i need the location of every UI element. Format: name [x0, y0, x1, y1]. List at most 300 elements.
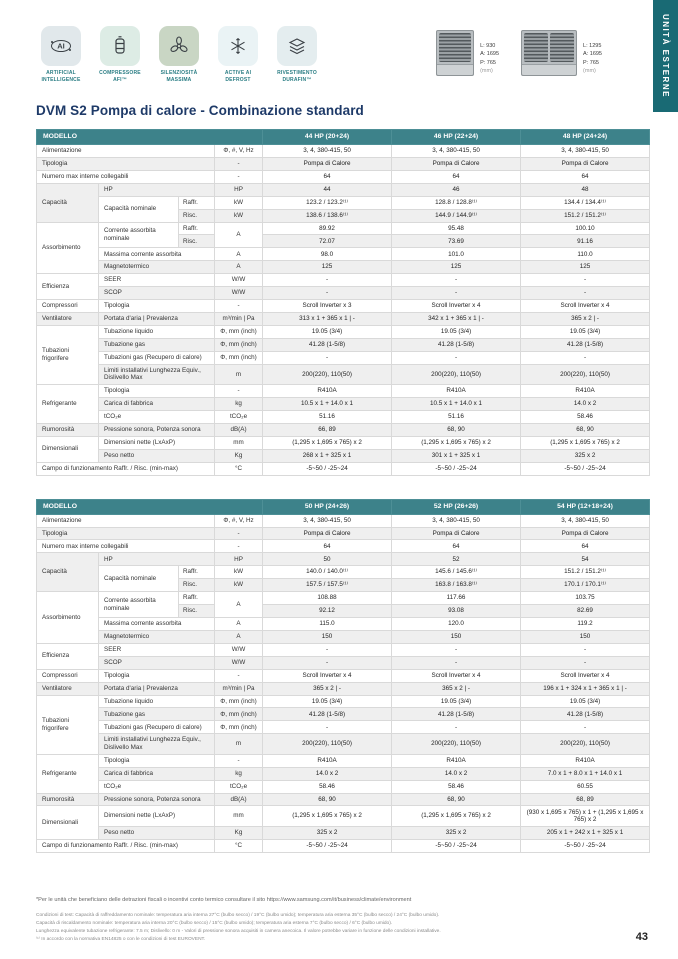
table-cell: kg: [215, 767, 263, 780]
table-cell: Tipologia: [99, 669, 215, 682]
table-cell: Dimensionali: [37, 436, 99, 462]
table-cell: Φ, mm (inch): [215, 721, 263, 734]
table-cell: m³/min | Pa: [215, 312, 263, 325]
table-cell: Raffr.: [179, 566, 215, 579]
table-cell: Numero max interne collegabili: [37, 540, 215, 553]
page-title: DVM S2 Pompa di calore - Combinazione standard: [36, 103, 364, 118]
table-row: [37, 300, 650, 313]
table-cell: dB(A): [215, 793, 263, 806]
table-cell: kW: [215, 196, 263, 209]
table-cell: Campo di funzionamento Raffr. / Risc. (min-max): [37, 462, 215, 475]
side-tab-unita-esterne: [653, 0, 678, 112]
table-cell: Risc.: [179, 235, 215, 248]
table-cell: -: [392, 643, 521, 656]
table-header-cell: 52 HP (26+26): [392, 499, 521, 514]
table-row: [37, 721, 650, 734]
table-row: [37, 196, 650, 209]
table-cell: 205 x 1 + 242 x 1 + 325 x 1: [521, 826, 650, 839]
unit-dimensions: [583, 42, 602, 76]
table-row: [37, 553, 650, 566]
table-cell: Pompa di Calore: [263, 527, 392, 540]
spec-table-standard-2: [36, 499, 650, 853]
table-cell: 14.0 x 2: [263, 767, 392, 780]
table-cell: 51.16: [263, 410, 392, 423]
table-cell: 68, 90: [263, 793, 392, 806]
table-cell: Tubazione liquido: [99, 325, 215, 338]
table-row: [37, 826, 650, 839]
table-row: [37, 806, 650, 826]
table-row: [37, 540, 650, 553]
table-cell: 3, 4, 380-415, 50: [263, 145, 392, 158]
table-header-cell: 46 HP (22+24): [392, 130, 521, 145]
table-cell: 100.10: [521, 222, 650, 235]
table-cell: 68, 90: [392, 423, 521, 436]
table-cell: 91.16: [521, 235, 650, 248]
table-cell: 73.69: [392, 235, 521, 248]
table-cell: 44: [263, 183, 392, 196]
table-cell: HP: [215, 553, 263, 566]
table-cell: 125: [521, 261, 650, 274]
outdoor-unit-image: [521, 30, 577, 76]
table-cell: Limiti installativi Lunghezza Equiv., Dislivello Max: [99, 734, 215, 754]
dim-p: P: 765: [583, 59, 599, 66]
table-row: [37, 157, 650, 170]
table-cell: 313 x 1 + 365 x 1 | -: [263, 312, 392, 325]
table-cell: 46: [392, 183, 521, 196]
table-header-cell: 44 HP (20+24): [263, 130, 392, 145]
table-cell: 41.28 (1-5/8): [263, 338, 392, 351]
footnote-line: Capacità di riscaldamento nominale: temperatura aria interna 20°C (bulbo secco) / 15°C (bulbo umido); temperatura aria esterna 7°C (bulbo secco) / 6°C (bulbo umido).: [36, 920, 393, 926]
table-cell: 19.05 (3/4): [392, 695, 521, 708]
table-cell: 200(220), 110(50): [263, 734, 392, 754]
table-cell: 19.05 (3/4): [263, 325, 392, 338]
table-cell: Peso netto: [99, 449, 215, 462]
table-cell: 108.88: [263, 592, 392, 605]
table-cell: W/W: [215, 643, 263, 656]
page-number: 43: [635, 931, 648, 943]
table-cell: Scroll Inverter x 4: [521, 300, 650, 313]
table-cell: Tubazioni gas (Recupero di calore): [99, 351, 215, 364]
dim-l: L: 1295: [583, 42, 602, 49]
table-cell: A: [215, 630, 263, 643]
table-cell: Φ, mm (inch): [215, 338, 263, 351]
table-cell: Φ, mm (inch): [215, 325, 263, 338]
table-row: [37, 682, 650, 695]
table-cell: 268 x 1 + 325 x 1: [263, 449, 392, 462]
unit-grille: [550, 33, 574, 62]
feature-label: SILENZIOSITÀ MASSIMA: [160, 70, 198, 83]
table-cell: Φ, mm (inch): [215, 695, 263, 708]
table-cell: 98.0: [263, 248, 392, 261]
table-row: [37, 145, 650, 158]
table-cell: 134.4 / 134.4⁽¹⁾: [521, 196, 650, 209]
table-cell: 64: [392, 170, 521, 183]
table-cell: Tipologia: [37, 527, 215, 540]
table-cell: 151.2 / 151.2⁽¹⁾: [521, 566, 650, 579]
table-cell: 325 x 2: [263, 826, 392, 839]
table-cell: -: [263, 274, 392, 287]
table-cell: Portata d'aria | Prevalenza: [99, 682, 215, 695]
table-cell: 54: [521, 553, 650, 566]
feature-active-ai-defrost: [213, 26, 263, 83]
table-cell: A: [215, 248, 263, 261]
table-cell: 19.05 (3/4): [392, 325, 521, 338]
table-cell: tCO₂e: [215, 780, 263, 793]
table-cell: 14.0 x 2: [521, 398, 650, 411]
table-cell: 68, 90: [392, 793, 521, 806]
table-cell: -: [392, 656, 521, 669]
table-row: [37, 338, 650, 351]
side-tab-label: UNITÀ ESTERNE: [661, 14, 670, 98]
table-cell: Tipologia: [99, 300, 215, 313]
table-cell: 64: [392, 540, 521, 553]
table-cell: Tipologia: [37, 157, 215, 170]
table-cell: Scroll Inverter x 4: [392, 300, 521, 313]
table-row: [37, 656, 650, 669]
table-cell: 3, 4, 380-415, 50: [263, 514, 392, 527]
table-header-cell: MODELLO: [37, 499, 263, 514]
table-cell: -5~50 / -25~24: [392, 839, 521, 852]
table-cell: (930 x 1,695 x 765) x 1 + (1,295 x 1,695 x 765) x 2: [521, 806, 650, 826]
table-row: [37, 643, 650, 656]
table-row: [37, 754, 650, 767]
dim-unit: (mm): [583, 68, 596, 75]
table-cell: 58.46: [263, 780, 392, 793]
table-cell: 325 x 2: [392, 826, 521, 839]
table-cell: 120.0: [392, 617, 521, 630]
table-row: [37, 767, 650, 780]
table-row: [37, 130, 650, 145]
table-cell: -: [392, 287, 521, 300]
table-header-cell: 48 HP (24+24): [521, 130, 650, 145]
table-cell: Kg: [215, 449, 263, 462]
table-row: [37, 695, 650, 708]
unit-grille: [524, 33, 548, 62]
table-cell: Dimensioni nette (LxAxP): [99, 806, 215, 826]
table-cell: Tubazione gas: [99, 338, 215, 351]
table-cell: W/W: [215, 656, 263, 669]
spec-table-standard-1: [36, 129, 650, 476]
table-cell: Corrente assorbita nominale: [99, 222, 179, 248]
table-cell: 157.5 / 157.5⁽¹⁾: [263, 579, 392, 592]
compressor-icon: [100, 26, 140, 66]
feature-label: ACTIVE AI DEFROST: [224, 70, 252, 83]
table-cell: Capacità nominale: [99, 566, 179, 592]
table-cell: 3, 4, 380-415, 50: [392, 514, 521, 527]
table-cell: Raffr.: [179, 196, 215, 209]
table-cell: SEER: [99, 643, 215, 656]
table-cell: 64: [521, 170, 650, 183]
table-header-cell: 54 HP (12+18+24): [521, 499, 650, 514]
table-cell: m: [215, 364, 263, 384]
table-cell: -5~50 / -25~24: [263, 462, 392, 475]
table-cell: 117.66: [392, 592, 521, 605]
table-row: [37, 222, 650, 235]
table-cell: -5~50 / -25~24: [521, 839, 650, 852]
table-cell: -: [263, 656, 392, 669]
table-cell: Raffr.: [179, 592, 215, 605]
table-cell: Refrigerante: [37, 754, 99, 793]
fan-icon: [159, 26, 199, 66]
table-cell: Φ, mm (inch): [215, 708, 263, 721]
table-row: [37, 617, 650, 630]
table-cell: -5~50 / -25~24: [392, 462, 521, 475]
table-cell: 41.28 (1-5/8): [521, 708, 650, 721]
footnote-line: Lunghezza equivalente tubazione refrigerante: 7.5 m; Dislivello: 0 m - Valori di pressione sonora acquisiti in camera anecoica. Il valore potrebbe variare in funzione delle condizioni installative.: [36, 929, 441, 935]
table-cell: -: [521, 351, 650, 364]
table-cell: -: [215, 669, 263, 682]
footnote-line: Condizioni di test: Capacità di raffreddamento nominale: temperatura aria interna 27°C (bulbo secco) / 19°C (bulbo umido); temperatura aria esterna 35°C (bulbo secco) / 24°C (bulbo umido).: [36, 912, 440, 918]
table-cell: 150: [263, 630, 392, 643]
unit-base: [437, 64, 473, 75]
table-cell: 170.1 / 170.1⁽¹⁾: [521, 579, 650, 592]
dim-a: A: 1695: [583, 51, 602, 58]
table-row: [37, 499, 650, 514]
feature-label: COMPRESSORE AFI™: [99, 70, 141, 83]
unit-grille: [439, 33, 471, 62]
table-cell: Tipologia: [99, 385, 215, 398]
table-cell: kW: [215, 579, 263, 592]
table-cell: Risc.: [179, 579, 215, 592]
table-cell: Capacità: [37, 183, 99, 222]
table-row: [37, 630, 650, 643]
defrost-icon: [218, 26, 258, 66]
table-cell: Compressori: [37, 300, 99, 313]
unit-dimensions: [480, 42, 499, 76]
table-cell: 3, 4, 380-415, 50: [521, 145, 650, 158]
table-cell: 144.9 / 144.9⁽¹⁾: [392, 209, 521, 222]
table-cell: kW: [215, 566, 263, 579]
table-row: [37, 669, 650, 682]
table-cell: HP: [215, 183, 263, 196]
table-row: [37, 436, 650, 449]
table-cell: Portata d'aria | Prevalenza: [99, 312, 215, 325]
table-cell: 145.6 / 145.6⁽¹⁾: [392, 566, 521, 579]
table-cell: Tubazioni frigorifere: [37, 695, 99, 754]
table-cell: tCO₂e: [99, 410, 215, 423]
table-cell: 123.2 / 123.2⁽¹⁾: [263, 196, 392, 209]
table-cell: Efficienza: [37, 643, 99, 669]
table-row: [37, 364, 650, 384]
table-cell: Pompa di Calore: [392, 157, 521, 170]
table-row: [37, 385, 650, 398]
table-cell: 163.8 / 163.8⁽¹⁾: [392, 579, 521, 592]
table-cell: -: [215, 157, 263, 170]
table-cell: Pressione sonora, Potenza sonora: [99, 793, 215, 806]
table-cell: 125: [392, 261, 521, 274]
table-row: [37, 527, 650, 540]
table-cell: 150: [521, 630, 650, 643]
dim-unit: (mm): [480, 68, 493, 75]
table-cell: -: [215, 385, 263, 398]
table-cell: 7.0 x 1 + 8.0 x 1 + 14.0 x 1: [521, 767, 650, 780]
table-cell: -: [521, 287, 650, 300]
table-header-cell: 50 HP (24+26): [263, 499, 392, 514]
table-cell: Scroll Inverter x 4: [392, 669, 521, 682]
table-cell: Risc.: [179, 209, 215, 222]
table-cell: 68, 90: [521, 423, 650, 436]
dim-a: A: 1695: [480, 51, 500, 58]
outdoor-unit-image: [436, 30, 474, 76]
table-cell: Efficienza: [37, 274, 99, 300]
table-cell: 365 x 2 | -: [263, 682, 392, 695]
table-cell: 3, 4, 380-415, 50: [392, 145, 521, 158]
table-cell: 101.0: [392, 248, 521, 261]
table-cell: Dimensioni nette (LxAxP): [99, 436, 215, 449]
feature-label: RIVESTIMENTO DURAFIN™: [277, 70, 317, 83]
table-row: [37, 248, 650, 261]
table-cell: SEER: [99, 274, 215, 287]
table-cell: 140.0 / 140.0⁽¹⁾: [263, 566, 392, 579]
table-cell: Pompa di Calore: [521, 157, 650, 170]
table-cell: Tubazione liquido: [99, 695, 215, 708]
table-row: [37, 398, 650, 411]
table-cell: 64: [263, 170, 392, 183]
table-cell: SCOP: [99, 656, 215, 669]
table-cell: Ventilatore: [37, 312, 99, 325]
table-cell: -: [521, 721, 650, 734]
table-cell: Scroll Inverter x 3: [263, 300, 392, 313]
table-row: [37, 734, 650, 754]
table-cell: mm: [215, 806, 263, 826]
table-cell: Assorbimento: [37, 222, 99, 274]
table-cell: 72.07: [263, 235, 392, 248]
table-row: [37, 170, 650, 183]
table-cell: Tubazioni frigorifere: [37, 325, 99, 384]
table-cell: Pressione sonora, Potenza sonora: [99, 423, 215, 436]
table-cell: Scroll Inverter x 4: [263, 669, 392, 682]
unit-base: [522, 64, 576, 75]
table-row: [37, 312, 650, 325]
feature-silenziosita: [154, 26, 204, 83]
table-cell: 150: [392, 630, 521, 643]
table-cell: Alimentazione: [37, 514, 215, 527]
table-cell: R410A: [392, 754, 521, 767]
product-unit-930: [436, 30, 499, 76]
table-cell: A: [215, 261, 263, 274]
table-cell: -: [392, 274, 521, 287]
top-row: [36, 26, 648, 83]
table-cell: Limiti installativi Lunghezza Equiv., Dislivello Max: [99, 364, 215, 384]
table-cell: Kg: [215, 826, 263, 839]
table-cell: R410A: [521, 385, 650, 398]
table-cell: Magnetotermico: [99, 630, 215, 643]
table-cell: -: [215, 754, 263, 767]
table-cell: m³/min | Pa: [215, 682, 263, 695]
table-cell: dB(A): [215, 423, 263, 436]
table-cell: Massima corrente assorbita: [99, 248, 215, 261]
table-cell: m: [215, 734, 263, 754]
table-cell: (1,295 x 1,695 x 765) x 2: [263, 806, 392, 826]
table-cell: Rumorosità: [37, 793, 99, 806]
table-cell: HP: [99, 183, 215, 196]
table-cell: 125: [263, 261, 392, 274]
dim-p: P: 765: [480, 59, 496, 66]
table-header-cell: MODELLO: [37, 130, 263, 145]
table-cell: -: [263, 721, 392, 734]
feature-badges: [36, 26, 322, 83]
dim-l: L: 930: [480, 42, 496, 49]
table-cell: Pompa di Calore: [392, 527, 521, 540]
table-cell: R410A: [263, 385, 392, 398]
table-cell: 3, 4, 380-415, 50: [521, 514, 650, 527]
table-cell: Tubazioni gas (Recupero di calore): [99, 721, 215, 734]
table-cell: °C: [215, 839, 263, 852]
table-cell: Refrigerante: [37, 385, 99, 424]
table-cell: A: [215, 222, 263, 248]
table-cell: Ventilatore: [37, 682, 99, 695]
table-cell: °C: [215, 462, 263, 475]
table-cell: 51.16: [392, 410, 521, 423]
table-cell: -: [521, 274, 650, 287]
layers-icon: [277, 26, 317, 66]
table-cell: 103.75: [521, 592, 650, 605]
table-cell: Capacità: [37, 553, 99, 592]
table-cell: 41.28 (1-5/8): [521, 338, 650, 351]
table-cell: 19.05 (3/4): [263, 695, 392, 708]
table-cell: W/W: [215, 287, 263, 300]
table-cell: 64: [263, 540, 392, 553]
table-cell: Corrente assorbita nominale: [99, 592, 179, 618]
table-cell: 10.5 x 1 + 14.0 x 1: [263, 398, 392, 411]
table-cell: 60.55: [521, 780, 650, 793]
table-cell: 196 x 1 + 324 x 1 + 365 x 1 | -: [521, 682, 650, 695]
table-cell: Φ, #, V, Hz: [215, 145, 263, 158]
table-cell: 200(220), 110(50): [263, 364, 392, 384]
table-cell: Pompa di Calore: [521, 527, 650, 540]
table-cell: 19.05 (3/4): [521, 695, 650, 708]
table-cell: 52: [392, 553, 521, 566]
table-cell: -: [215, 527, 263, 540]
table-cell: 14.0 x 2: [392, 767, 521, 780]
table-cell: -: [263, 643, 392, 656]
product-images: [436, 26, 602, 76]
table-cell: -: [521, 643, 650, 656]
table-cell: 48: [521, 183, 650, 196]
table-cell: (1,295 x 1,695 x 765) x 2: [392, 436, 521, 449]
table-cell: 58.46: [392, 780, 521, 793]
footnote-line: ⁽¹⁾ In accordo con la normativa EN14825 o con le condizioni di test EUROVENT.: [36, 937, 206, 943]
table-cell: Campo di funzionamento Raffr. / Risc. (min-max): [37, 839, 215, 852]
table-cell: 200(220), 110(50): [521, 364, 650, 384]
feature-artificial-intelligence: [36, 26, 86, 83]
table-cell: HP: [99, 553, 215, 566]
table-cell: A: [215, 592, 263, 618]
table-cell: (1,295 x 1,695 x 765) x 2: [521, 436, 650, 449]
footnotes-small: [36, 912, 648, 945]
table-row: [37, 325, 650, 338]
table-cell: Carica di fabbrica: [99, 398, 215, 411]
table-cell: 365 x 2 | -: [392, 682, 521, 695]
table-cell: 19.05 (3/4): [521, 325, 650, 338]
product-unit-1295: [521, 30, 602, 76]
table-cell: -: [521, 656, 650, 669]
table-cell: R410A: [521, 754, 650, 767]
table-cell: Alimentazione: [37, 145, 215, 158]
table-cell: R410A: [263, 754, 392, 767]
table-cell: Massima corrente assorbita: [99, 617, 215, 630]
table-cell: 151.2 / 151.2⁽¹⁾: [521, 209, 650, 222]
table-cell: Peso netto: [99, 826, 215, 839]
table-row: [37, 708, 650, 721]
table-row: [37, 423, 650, 436]
table-cell: -5~50 / -25~24: [263, 839, 392, 852]
table-cell: 325 x 2: [521, 449, 650, 462]
svg-text:AI: AI: [57, 41, 65, 51]
table-cell: W/W: [215, 274, 263, 287]
table-cell: 95.48: [392, 222, 521, 235]
table-cell: 41.28 (1-5/8): [392, 708, 521, 721]
